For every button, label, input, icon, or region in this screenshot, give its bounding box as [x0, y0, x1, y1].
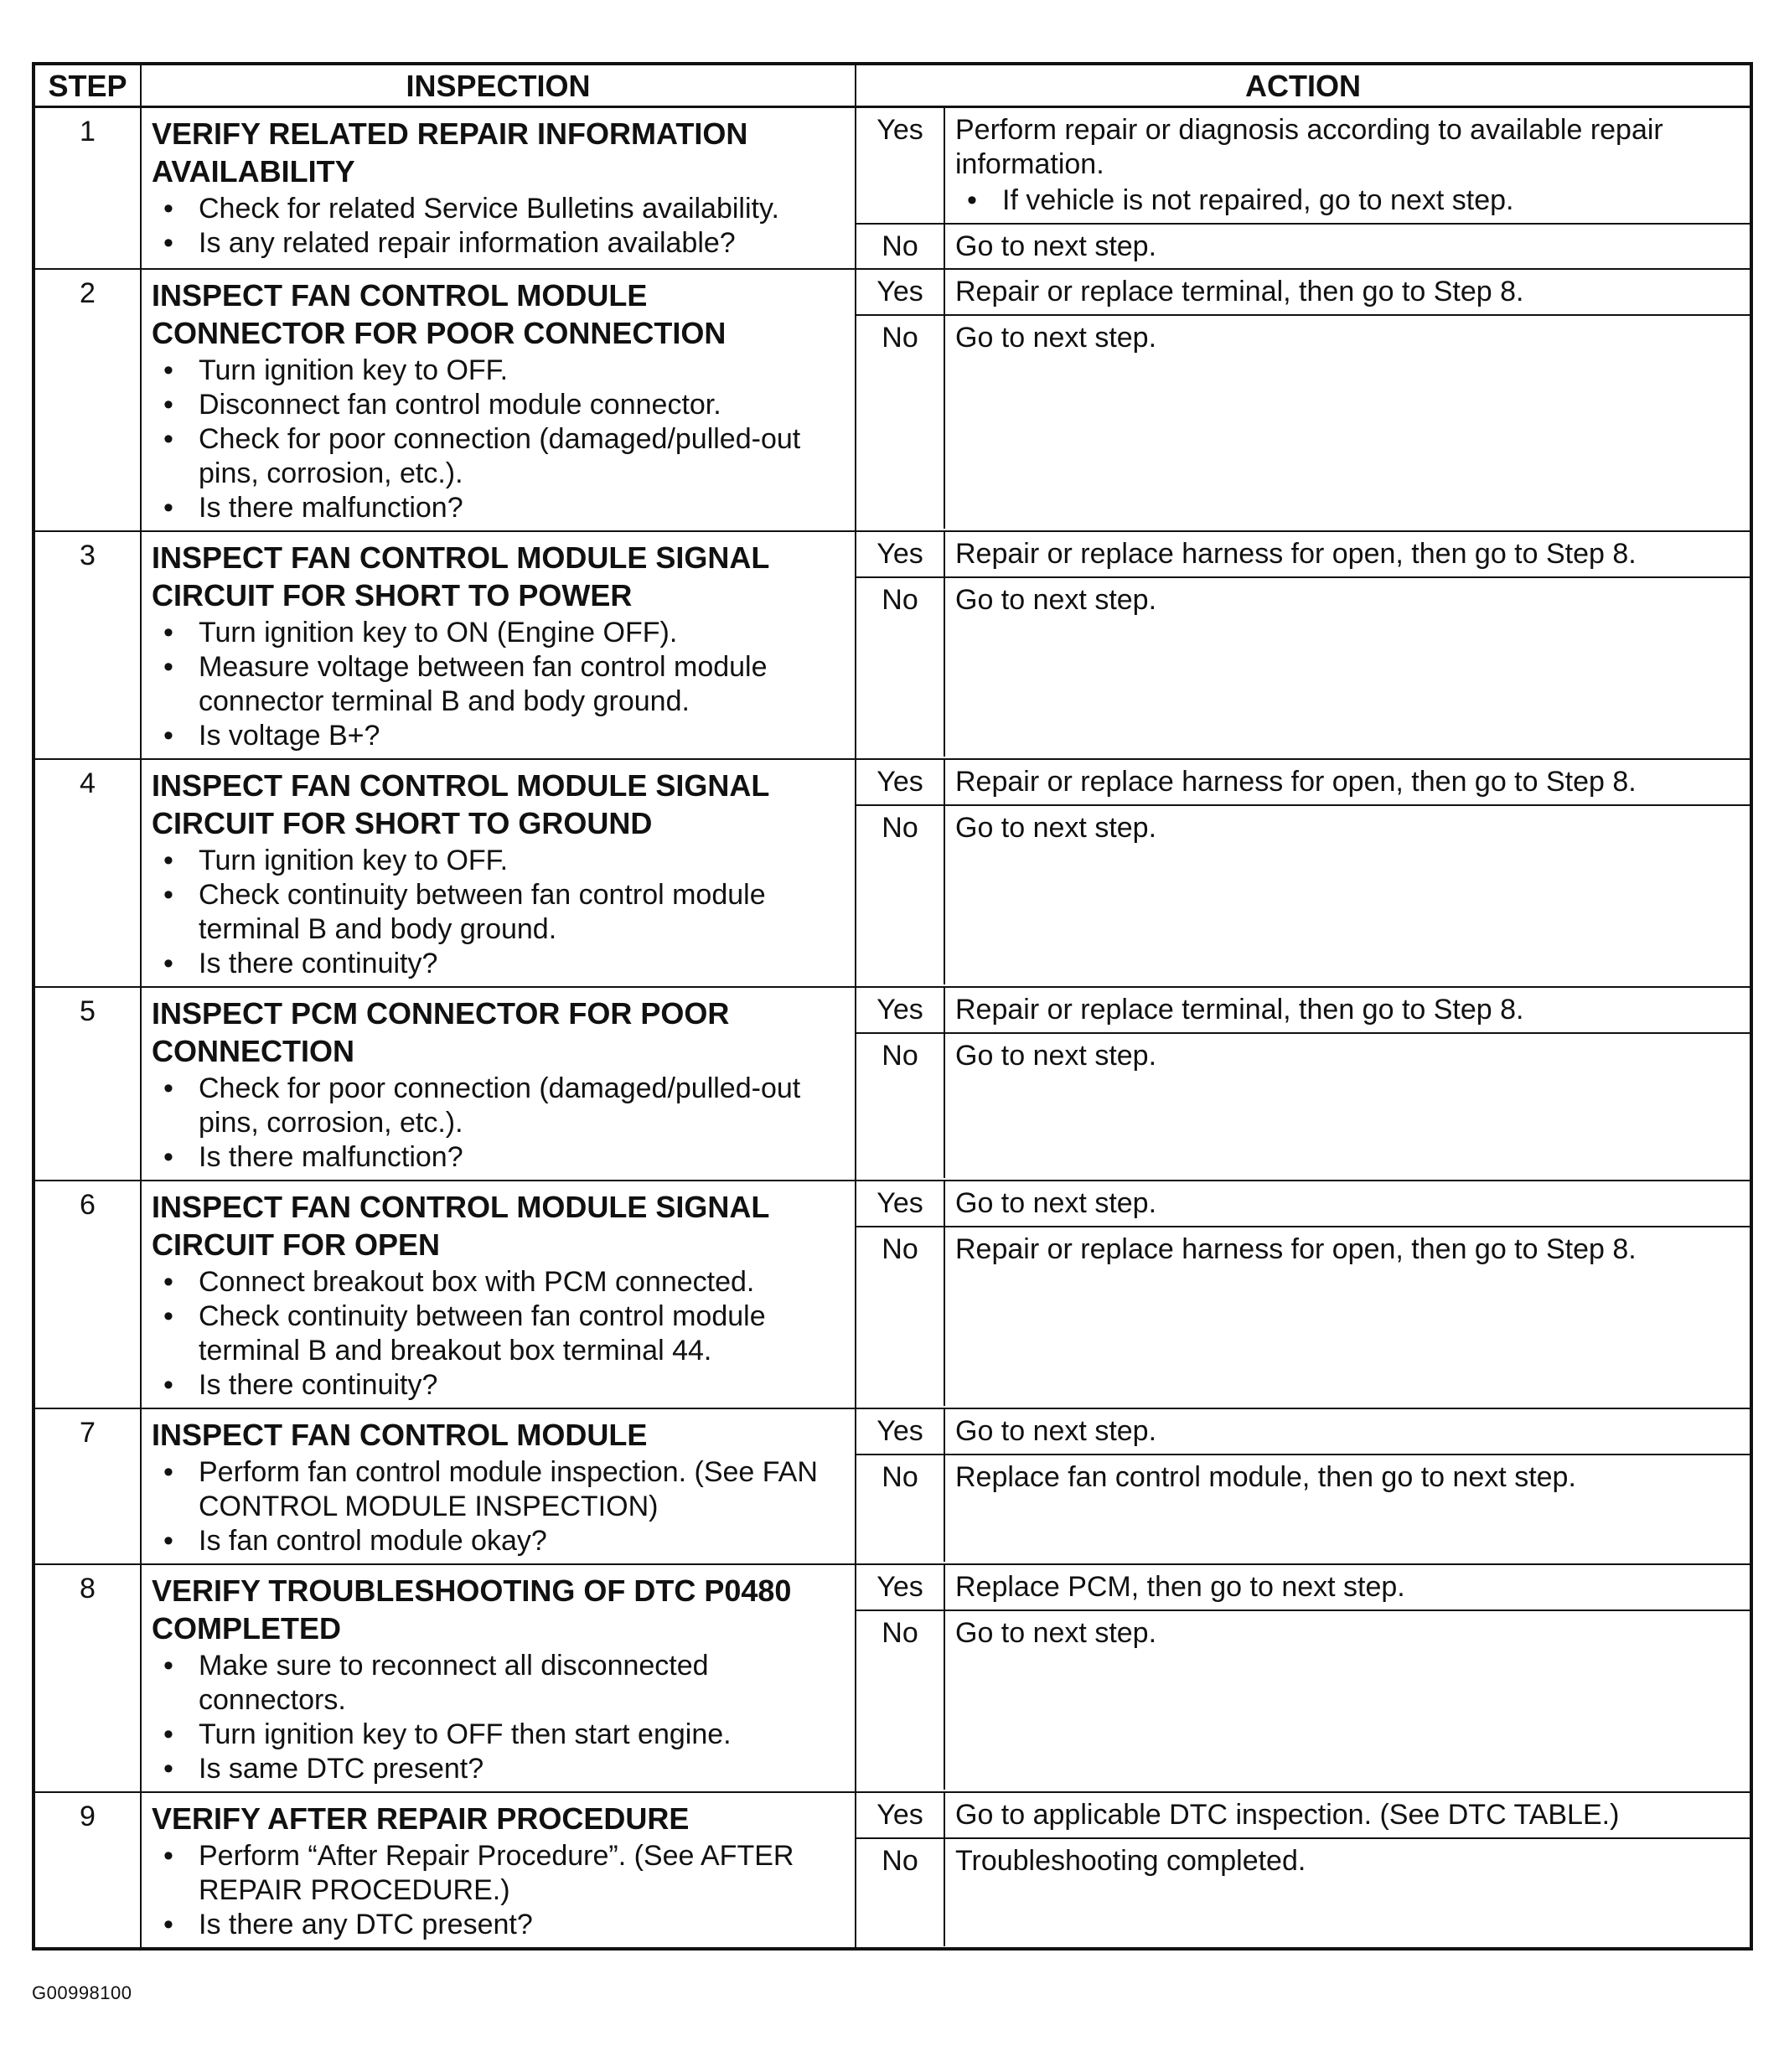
inspection-cell: [141, 987, 856, 1181]
bullet-icon: •: [163, 1524, 173, 1557]
action-cell: [856, 1792, 1751, 1949]
inspection-cell: [141, 1792, 856, 1949]
bullet-icon: •: [163, 1649, 173, 1682]
yes-no-outcomes: [856, 1409, 1750, 1562]
header-step: STEP: [34, 64, 141, 107]
yes-no-outcomes: [856, 760, 1750, 984]
no-outcome-row: [856, 806, 1750, 984]
bullet-text: Is there continuity?: [199, 947, 438, 979]
table-row: [34, 759, 1751, 987]
yes-no-outcomes: [856, 1181, 1750, 1406]
diagnostic-procedure-sheet: [32, 62, 1750, 1951]
list-item: [152, 616, 846, 650]
bullet-icon: •: [163, 719, 173, 752]
yes-no-outcomes: [856, 1793, 1750, 1946]
yes-action: [945, 1793, 1750, 1837]
bullet-icon: •: [163, 1908, 173, 1940]
action-cell: [856, 987, 1751, 1181]
bullet-text: Check continuity between fan control module terminal B and body ground.: [199, 878, 766, 945]
bullet-icon: •: [163, 388, 173, 421]
no-label: No: [856, 225, 945, 269]
yes-outcome-row: [856, 760, 1750, 806]
yes-label: Yes: [856, 1793, 945, 1837]
list-item: [152, 1649, 846, 1718]
yes-action-text: Replace PCM, then go to next step.: [955, 1570, 1405, 1603]
list-item: [152, 1455, 846, 1524]
table-row: [34, 987, 1751, 1181]
list-item: [152, 422, 846, 491]
bullet-icon: •: [163, 1300, 173, 1332]
no-action-text: Go to next step.: [955, 811, 1157, 844]
table-row: [34, 269, 1751, 531]
list-item: [152, 491, 846, 525]
list-item: [152, 1368, 846, 1403]
yes-action: [945, 532, 1750, 576]
yes-label: Yes: [856, 108, 945, 223]
inspection-title: VERIFY RELATED REPAIR INFORMATION AVAILABILITY: [152, 116, 748, 189]
action-cell: [856, 759, 1751, 987]
no-outcome-row: [856, 1227, 1750, 1406]
inspection-bullets: [152, 1455, 846, 1558]
inspection-bullets: [152, 844, 846, 981]
bullet-text: Is any related repair information available?: [199, 227, 736, 259]
inspection-title: INSPECT FAN CONTROL MODULE: [152, 1417, 648, 1452]
list-item: [152, 844, 846, 878]
list-item: [152, 719, 846, 753]
diagnostic-table: [32, 62, 1753, 1951]
bullet-icon: •: [967, 184, 977, 216]
yes-action: [945, 988, 1750, 1032]
yes-action-text: Repair or replace terminal, then go to Step 8.: [955, 993, 1524, 1026]
bullet-text: Connect breakout box with PCM connected.: [199, 1265, 755, 1298]
no-outcome-row: [856, 316, 1750, 529]
bullet-text: Is voltage B+?: [199, 719, 380, 752]
figure-id: G00998100: [32, 1982, 132, 2003]
yes-no-outcomes: [856, 270, 1750, 529]
bullet-text: Make sure to reconnect all disconnected connectors.: [199, 1649, 709, 1716]
step-number: 6: [34, 1181, 141, 1408]
bullet-text: Turn ignition key to OFF.: [199, 844, 509, 876]
bullet-icon: •: [163, 227, 173, 259]
yes-no-outcomes: [856, 988, 1750, 1178]
bullet-icon: •: [163, 193, 173, 225]
bullet-text: Is there any DTC present?: [199, 1908, 533, 1940]
inspection-bullets: [152, 1839, 846, 1942]
yes-label: Yes: [856, 532, 945, 576]
header-inspection: INSPECTION: [141, 64, 856, 107]
inspection-title: VERIFY AFTER REPAIR PROCEDURE: [152, 1801, 690, 1836]
no-action-text: Go to next step.: [955, 230, 1157, 262]
bullet-text: Check for poor connection (damaged/pulled-out pins, corrosion, etc.).: [199, 422, 801, 489]
no-action-text: Go to next step.: [955, 1616, 1157, 1649]
bullet-text: If vehicle is not repaired, go to next step.: [1002, 184, 1514, 216]
inspection-title: INSPECT PCM CONNECTOR FOR POOR CONNECTION: [152, 995, 730, 1068]
table-row: [34, 1792, 1751, 1949]
list-item: [152, 1140, 846, 1175]
bullet-icon: •: [163, 1455, 173, 1488]
inspection-bullets: [152, 1649, 846, 1786]
no-action: [945, 225, 1750, 269]
inspection-bullets: [152, 1072, 846, 1175]
yes-label: Yes: [856, 760, 945, 804]
inspection-bullets: [152, 616, 846, 753]
table-header-row: [34, 64, 1751, 107]
no-action: [945, 806, 1750, 984]
bullet-icon: •: [163, 1839, 173, 1872]
no-action-text: Replace fan control module, then go to next step.: [955, 1460, 1576, 1493]
inspection-title: VERIFY TROUBLESHOOTING OF DTC P0480 COMPLETED: [152, 1573, 792, 1646]
bullet-text: Turn ignition key to ON (Engine OFF).: [199, 616, 678, 648]
bullet-icon: •: [163, 1718, 173, 1750]
yes-label: Yes: [856, 1565, 945, 1610]
no-action-text: Repair or replace harness for open, then go to Step 8.: [955, 1232, 1637, 1265]
yes-outcome-row: [856, 532, 1750, 578]
bullet-icon: •: [163, 1752, 173, 1785]
yes-action-text: Repair or replace terminal, then go to Step 8.: [955, 275, 1524, 307]
bullet-icon: •: [163, 616, 173, 648]
bullet-text: Is there malfunction?: [199, 1140, 463, 1173]
inspection-cell: [141, 1181, 856, 1408]
list-item: [152, 388, 846, 422]
no-label: No: [856, 1839, 945, 1946]
step-number: 9: [34, 1792, 141, 1949]
no-label: No: [856, 316, 945, 529]
yes-label: Yes: [856, 1409, 945, 1454]
bullet-text: Measure voltage between fan control module connector terminal B and body ground.: [199, 650, 768, 717]
action-cell: [856, 107, 1751, 269]
yes-action-text: Go to next step.: [955, 1414, 1157, 1447]
table-row: [34, 1408, 1751, 1564]
step-number: 5: [34, 987, 141, 1181]
list-item: [152, 1839, 846, 1908]
yes-action: [945, 1181, 1750, 1226]
bullet-text: Is fan control module okay?: [199, 1524, 547, 1557]
inspection-bullets: [152, 354, 846, 525]
no-label: No: [856, 578, 945, 757]
yes-action-text: Repair or replace harness for open, then go to Step 8.: [955, 765, 1637, 798]
yes-outcome-row: [856, 108, 1750, 225]
no-label: No: [856, 1034, 945, 1178]
table-row: [34, 1564, 1751, 1792]
list-item: [152, 1718, 846, 1752]
yes-action: [945, 270, 1750, 314]
bullet-icon: •: [163, 844, 173, 876]
inspection-cell: [141, 1408, 856, 1564]
bullet-icon: •: [163, 650, 173, 683]
bullet-icon: •: [163, 354, 173, 386]
list-item: [152, 947, 846, 981]
yes-outcome-row: [856, 270, 1750, 316]
yes-no-outcomes: [856, 532, 1750, 757]
bullet-icon: •: [163, 1368, 173, 1401]
no-action-text: Troubleshooting completed.: [955, 1844, 1306, 1877]
no-action: [945, 578, 1750, 757]
inspection-bullets: [152, 1265, 846, 1403]
bullet-icon: •: [163, 1140, 173, 1173]
bullet-text: Check continuity between fan control module terminal B and breakout box terminal 44.: [199, 1300, 766, 1367]
list-item: [152, 1300, 846, 1368]
yes-outcome-row: [856, 1409, 1750, 1455]
inspection-title: INSPECT FAN CONTROL MODULE CONNECTOR FOR POOR CONNECTION: [152, 277, 727, 350]
no-label: No: [856, 1227, 945, 1406]
step-number: 8: [34, 1564, 141, 1792]
bullet-text: Check for related Service Bulletins availability.: [199, 193, 779, 225]
step-number: 2: [34, 269, 141, 531]
no-action-text: Go to next step.: [955, 321, 1157, 354]
bullet-text: Is same DTC present?: [199, 1752, 484, 1785]
list-item: [152, 1072, 846, 1140]
inspection-cell: [141, 531, 856, 759]
yes-outcome-row: [856, 1565, 1750, 1611]
no-action: [945, 1611, 1750, 1790]
yes-outcome-row: [856, 988, 1750, 1034]
bullet-text: Check for poor connection (damaged/pulled-out pins, corrosion, etc.).: [199, 1072, 801, 1139]
no-outcome-row: [856, 1839, 1750, 1946]
inspection-title: INSPECT FAN CONTROL MODULE SIGNAL CIRCUIT FOR SHORT TO GROUND: [152, 767, 769, 840]
no-action: [945, 316, 1750, 529]
no-outcome-row: [856, 225, 1750, 269]
bullet-text: Disconnect fan control module connector.: [199, 388, 721, 421]
step-number: 4: [34, 759, 141, 987]
no-label: No: [856, 1611, 945, 1790]
yes-action-text: Go to next step.: [955, 1186, 1157, 1219]
no-action-text: Go to next step.: [955, 583, 1157, 616]
list-item: [152, 1752, 846, 1786]
table-row: [34, 531, 1751, 759]
list-item: [152, 1265, 846, 1300]
step-number: 3: [34, 531, 141, 759]
no-outcome-row: [856, 1455, 1750, 1562]
list-item: [152, 1524, 846, 1558]
yes-action-bullets: [955, 183, 1740, 218]
table-row: [34, 107, 1751, 269]
inspection-cell: [141, 269, 856, 531]
header-action: ACTION: [856, 64, 1751, 107]
no-outcome-row: [856, 1034, 1750, 1178]
no-action-text: Go to next step.: [955, 1039, 1157, 1072]
no-action: [945, 1839, 1750, 1946]
yes-outcome-row: [856, 1181, 1750, 1227]
yes-no-outcomes: [856, 1565, 1750, 1790]
bullet-icon: •: [163, 1265, 173, 1298]
no-outcome-row: [856, 1611, 1750, 1790]
yes-action-text: Perform repair or diagnosis according to available repair information.: [955, 114, 1663, 180]
yes-label: Yes: [856, 270, 945, 314]
yes-outcome-row: [856, 1793, 1750, 1839]
bullet-icon: •: [163, 422, 173, 455]
list-item: [152, 192, 846, 226]
list-item: [152, 650, 846, 719]
table-row: [34, 1181, 1751, 1408]
list-item: [152, 354, 846, 388]
no-action: [945, 1227, 1750, 1406]
no-label: No: [856, 1455, 945, 1562]
action-cell: [856, 269, 1751, 531]
list-item: [152, 1908, 846, 1942]
inspection-cell: [141, 759, 856, 987]
yes-label: Yes: [856, 1181, 945, 1226]
bullet-icon: •: [163, 1072, 173, 1104]
inspection-title: INSPECT FAN CONTROL MODULE SIGNAL CIRCUIT FOR OPEN: [152, 1189, 769, 1262]
no-label: No: [856, 806, 945, 984]
yes-action: [945, 1565, 1750, 1610]
list-item: [152, 226, 846, 261]
bullet-icon: •: [163, 491, 173, 524]
bullet-text: Perform fan control module inspection. (See FAN CONTROL MODULE INSPECTION): [199, 1455, 818, 1522]
bullet-text: Turn ignition key to OFF then start engine.: [199, 1718, 732, 1750]
bullet-icon: •: [163, 947, 173, 979]
no-action: [945, 1455, 1750, 1562]
yes-action: [945, 1409, 1750, 1454]
action-cell: [856, 1181, 1751, 1408]
yes-action: [945, 760, 1750, 804]
action-cell: [856, 531, 1751, 759]
no-outcome-row: [856, 578, 1750, 757]
yes-action-text: Repair or replace harness for open, then go to Step 8.: [955, 537, 1637, 570]
yes-action: [945, 108, 1750, 223]
bullet-text: Perform “After Repair Procedure”. (See AFTER REPAIR PROCEDURE.): [199, 1839, 794, 1906]
yes-action-text: Go to applicable DTC inspection. (See DTC TABLE.): [955, 1798, 1620, 1831]
step-number: 7: [34, 1408, 141, 1564]
bullet-text: Is there continuity?: [199, 1368, 438, 1401]
list-item: [152, 878, 846, 947]
action-cell: [856, 1408, 1751, 1564]
inspection-cell: [141, 107, 856, 269]
step-number: 1: [34, 107, 141, 269]
inspection-bullets: [152, 192, 846, 261]
bullet-text: Turn ignition key to OFF.: [199, 354, 509, 386]
inspection-title: INSPECT FAN CONTROL MODULE SIGNAL CIRCUIT FOR SHORT TO POWER: [152, 540, 769, 612]
bullet-icon: •: [163, 878, 173, 911]
no-action: [945, 1034, 1750, 1178]
action-cell: [856, 1564, 1751, 1792]
yes-label: Yes: [856, 988, 945, 1032]
inspection-cell: [141, 1564, 856, 1792]
list-item: [955, 183, 1740, 218]
bullet-text: Is there malfunction?: [199, 491, 463, 524]
yes-no-outcomes: [856, 108, 1750, 268]
